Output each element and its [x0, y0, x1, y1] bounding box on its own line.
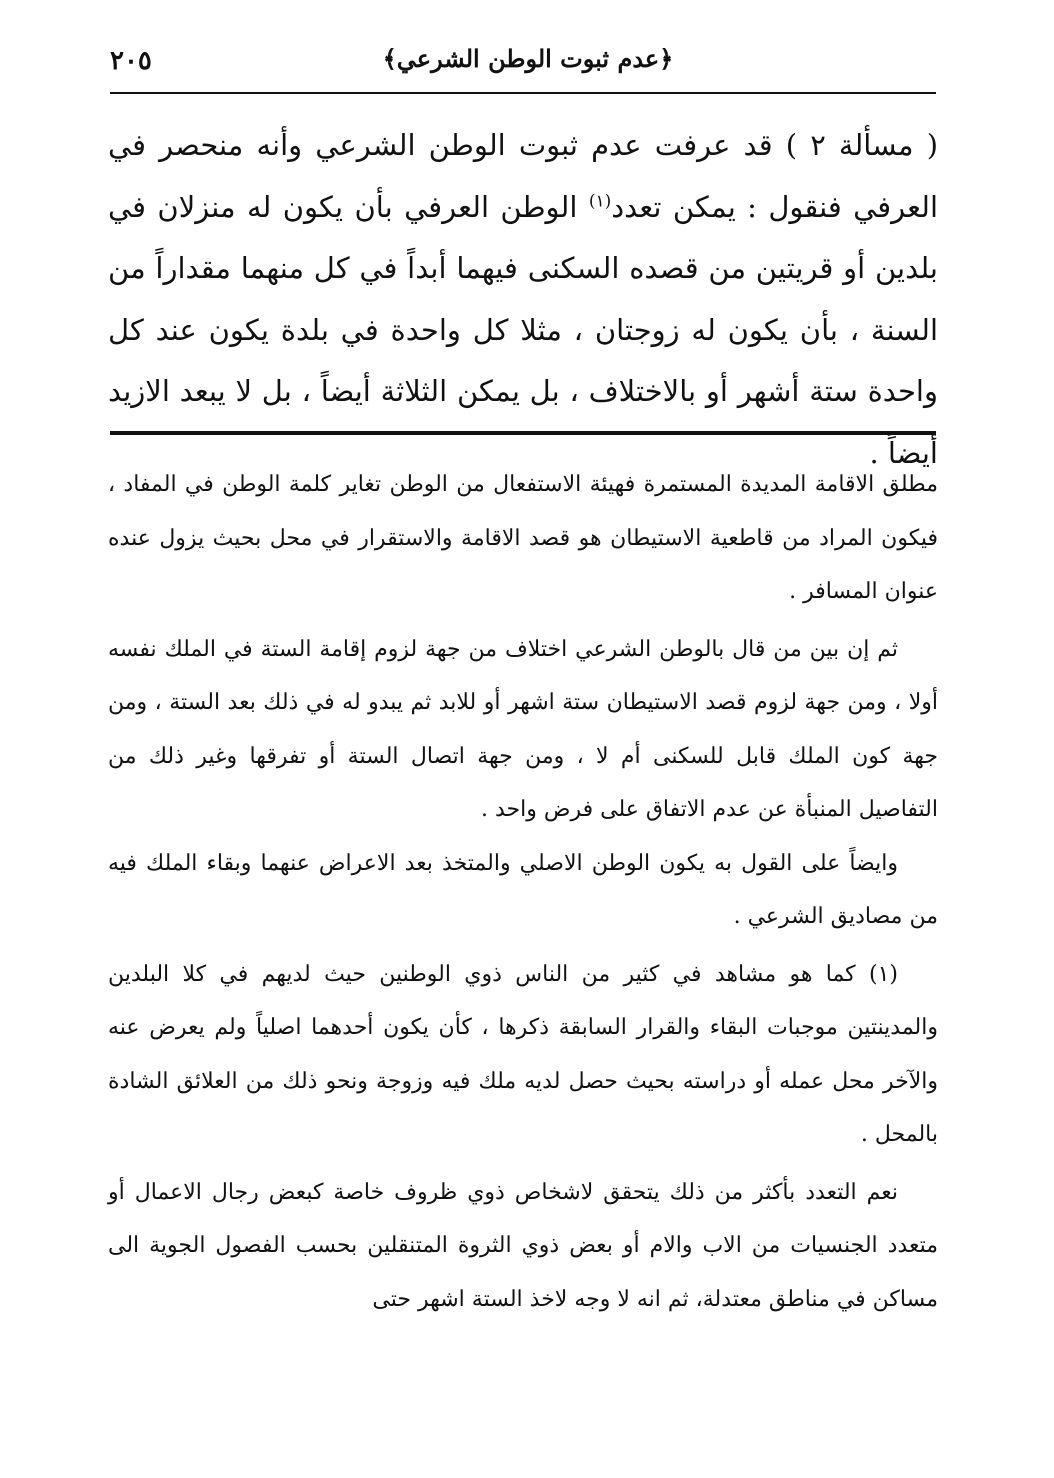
footnote-continuation: مطلق الاقامة المديدة المستمرة فهيئة الاستفعال من الوطن تغاير كلمة الوطن في المفاد ، فيكون المراد من قاطعية الاستيطان هو قصد الاقامة والاستقرار في محل بحيث يزول عنده عنوان المسافر .: [108, 472, 938, 604]
footnote-rule: [110, 431, 936, 435]
footnote-paragraph: وايضاً على القول به يكون الوطن الاصلي والمتخذ بعد الاعراض عنهما وبقاء الملك فيه من مصاديق الشرعي .: [108, 850, 938, 929]
header-rule: [110, 92, 936, 94]
issue-2-text-start: ( مسألة ٢ ) قد عرفت عدم ثبوت الوطن الشرعي وأنه منحصر في العرفي فنقول : يمكن تعدد: [108, 128, 939, 224]
issue-2-paragraph: [108, 115, 938, 484]
footnote-1: (١) كما هو مشاهد في كثير من الناس ذوي الوطنين حيث لديهم في كلا البلدين والمدينتين موجبات البقاء والقرار السابقة ذكرها ، كأن يكون أحدهما اصلياً ولم يعرض عنه والآخر محل عمله أو دراسته بحيث حصل لديه ملك فيه وزوجة ونحو ذلك من العلائق الشادة بالمحل .: [108, 961, 938, 1147]
main-text: [108, 115, 938, 484]
running-title: ﴿عدم ثبوت الوطن الشرعي﴾: [382, 44, 674, 73]
page-number: ٢٠٥: [110, 46, 152, 76]
footnote-paragraph: ثم إن بين من قال بالوطن الشرعي اختلاف من جهة لزوم إقامة الستة في الملك نفسه أولا ، ومن جهة لزوم قصد الاستيطان ستة اشهر أو للابد ثم يبدو له في ذلك بعد الستة ، ومن جهة كون الملك قابل للسكنى أم لا ، ومن جهة اتصال الستة أو تفرقها وغير ذلك من التفاصيل المنبأة عن عدم الاتفاق على فرض واحد .: [108, 636, 938, 822]
page-header: [110, 40, 946, 92]
footnote-paragraph: نعم التعدد بأكثر من ذلك يتحقق لاشخاص ذوي ظروف خاصة كبعض رجال الاعمال أو متعدد الجنسيات من الاب والام أو بعض ذوي الثروة المتنقلين بحسب الفصول الجوية الى مساكن في مناطق معتدلة، ثم انه لا وجه لاخذ الستة اشهر حتى: [108, 1179, 938, 1312]
issue-2-text-end: الوطن العرفي بأن يكون له منزلان في بلدين أو قريتين من قصده السكنى فيهما أبداً في كل منهما مقداراً من السنة ، بأن يكون له زوجتان ، مثلا كل واحدة في بلدة يكون عند كل واحدة ستة أشهر أو بالاختلاف ، بل يمكن الثلاثة أيضاً ، بل لا يبعد الازيد أيضاً .: [108, 189, 938, 470]
footnotes-section: [108, 458, 938, 1326]
footnote-marker: (١): [588, 190, 612, 211]
